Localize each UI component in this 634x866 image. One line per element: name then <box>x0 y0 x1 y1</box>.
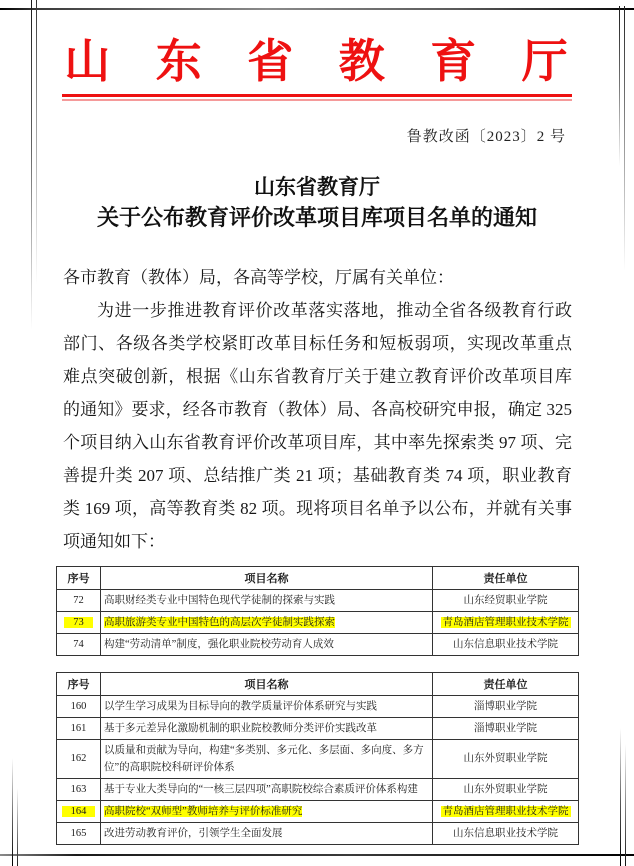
table-cell-name <box>101 589 433 611</box>
project-table <box>56 566 579 656</box>
cell-text: 以学生学习成果为目标导向的教学质量评价体系研究与实践 <box>104 700 377 712</box>
table-cell-name <box>101 717 433 739</box>
table-cell-no <box>57 717 101 739</box>
table-cell-name <box>101 611 433 633</box>
letterhead-divider-thin-line <box>62 99 572 101</box>
cell-text: 72 <box>73 594 84 606</box>
cell-text: 改进劳动教育评价，引领学生全面发展 <box>104 827 283 839</box>
table-header-row <box>57 672 579 695</box>
table-row <box>57 822 579 844</box>
table-cell-unit <box>433 800 579 822</box>
notice-title-line2: 关于公布教育评价改革项目库项目名单的通知 <box>96 204 537 230</box>
table-cell-name <box>101 778 433 800</box>
table-cell-unit <box>433 822 579 844</box>
column-header: 责任单位 <box>433 672 579 695</box>
cell-text: 163 <box>70 783 87 795</box>
salutation: 各市教育（教体）局，各高等学校，厅属有关单位： <box>63 267 454 287</box>
table-cell-unit <box>433 589 579 611</box>
cell-text: 淄博职业学院 <box>474 722 537 734</box>
table-cell-no <box>57 589 101 611</box>
scan-edge-bottom-left-line <box>12 758 13 866</box>
cell-text: 基于专业大类导向的“一核三层四项”高职院校综合素质评价体系构建 <box>104 783 418 795</box>
table-cell-name <box>101 695 433 717</box>
project-table <box>56 672 579 845</box>
table-row <box>57 695 579 717</box>
scan-edge-bottom-right-line <box>620 728 621 866</box>
table-cell-name <box>101 633 433 655</box>
column-header: 项目名称 <box>101 566 433 589</box>
cell-text: 以质量和贡献为导向，构建“多类别、多元化、多层面、多向度、多方位”的高职院校科研评价体系 <box>104 744 424 773</box>
table-cell-no <box>57 611 101 633</box>
table-cell-no <box>57 822 101 844</box>
body-paragraph: 为进一步推进教育评价改革落实落地，推动全省各级教育行政部门、各级各类学校紧盯改革目标任务和短板弱项，实现改革重点难点突破创新，根据《山东省教育厅关于建立教育评价改革项目库的通知》要求，经各市教育（教体）局、各高校研究申报，确定 325 个项目纳入山东省教育评价改革项目库，其中率先探索类 97 项、完善提升类 207 项、总结推广类 21 项；基础教育类 74 项，职业教育类 169 项，高等教育类 82 项。现将项目名单予以公布，并就有关事项通知如下： <box>63 300 572 551</box>
table-cell-unit <box>433 778 579 800</box>
table-row <box>57 717 579 739</box>
cell-text: 160 <box>70 700 87 712</box>
column-header: 序号 <box>57 672 101 695</box>
table-header-row <box>57 566 579 589</box>
cell-text: 74 <box>73 638 84 650</box>
table-cell-no <box>57 633 101 655</box>
table-row <box>57 589 579 611</box>
table-cell-no <box>57 778 101 800</box>
table-row <box>57 739 579 778</box>
agency-letterhead: 山 东 省 教 育 厅 <box>64 36 570 87</box>
cell-text: 165 <box>70 827 87 839</box>
cell-text: 山东信息职业技术学院 <box>453 638 558 650</box>
notice-title <box>0 172 634 234</box>
table-cell-name <box>101 822 433 844</box>
scan-edge-bottom-right-line-2 <box>625 744 626 866</box>
table-cell-no <box>57 800 101 822</box>
table-row <box>57 800 579 822</box>
scan-edge-bottom-left-line-2 <box>17 788 18 866</box>
cell-text: 构建“劳动清单”制度，强化职业院校劳动育人成效 <box>104 638 334 650</box>
cell-text: 山东外贸职业学院 <box>463 753 548 764</box>
highlighted-text: 高职旅游类专业中国特色的高层次学徒制实践探索 <box>104 616 335 628</box>
table-cell-unit <box>433 717 579 739</box>
document-number: 鲁教改函〔2023〕2 号 <box>406 128 566 145</box>
table-cell-no <box>57 695 101 717</box>
column-header: 项目名称 <box>101 672 433 695</box>
letterhead-divider-thick-line <box>62 94 572 97</box>
scan-edge-bottom-line <box>0 854 634 856</box>
notice-body <box>63 261 572 558</box>
cell-text: 山东经贸职业学院 <box>463 594 548 606</box>
project-table-1 <box>56 566 578 656</box>
cell-text: 山东外贸职业学院 <box>463 783 548 795</box>
column-header: 责任单位 <box>433 566 579 589</box>
cell-text: 高职财经类专业中国特色现代学徒制的探索与实践 <box>104 594 335 606</box>
cell-text: 淄博职业学院 <box>474 700 537 712</box>
table-cell-no <box>57 739 101 778</box>
table-cell-unit <box>433 739 579 778</box>
cell-text: 162 <box>70 753 87 764</box>
highlighted-text: 164 <box>62 806 96 817</box>
table-row <box>57 611 579 633</box>
highlighted-text: 青岛酒店管理职业技术学院 <box>442 616 569 628</box>
notice-title-line1: 山东省教育厅 <box>254 174 380 199</box>
table-row <box>57 633 579 655</box>
column-header: 序号 <box>57 566 101 589</box>
table-cell-unit <box>433 611 579 633</box>
table-row <box>57 778 579 800</box>
cell-text: 山东信息职业技术学院 <box>453 827 558 839</box>
table-cell-name <box>101 800 433 822</box>
table-cell-unit <box>433 695 579 717</box>
highlighted-text: 73 <box>64 617 93 628</box>
letterhead-divider <box>62 94 572 101</box>
highlighted-text: 青岛酒店管理职业技术学院 <box>442 805 569 817</box>
table-cell-unit <box>433 633 579 655</box>
cell-text: 基于多元差异化激励机制的职业院校教师分类评价实践改革 <box>104 722 377 734</box>
highlighted-text: 高职院校“双师型”教师培养与评价标准研究 <box>104 805 303 817</box>
project-table-2 <box>56 672 578 845</box>
cell-text: 161 <box>70 722 87 734</box>
table-cell-name <box>101 739 433 778</box>
